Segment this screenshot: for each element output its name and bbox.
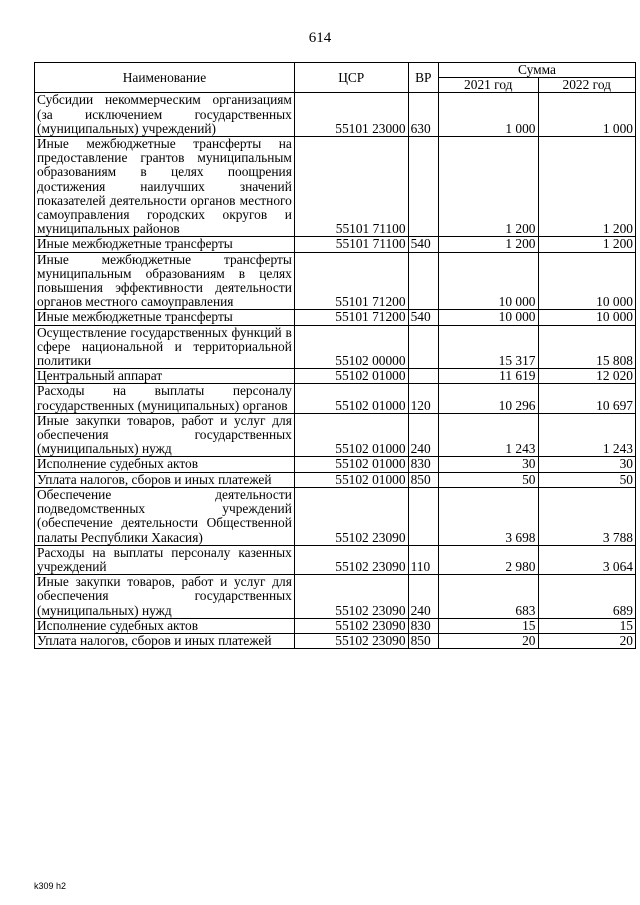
table-row xyxy=(35,575,636,619)
row-amount-2022: 20 xyxy=(538,633,636,648)
table-row xyxy=(35,545,636,574)
row-amount-2022: 689 xyxy=(538,575,636,619)
row-amount-2022: 12 020 xyxy=(538,369,636,384)
row-name: Иные межбюджетные трансферты муниципальным образованиям в целях повышения эффективности деятельности органов местного самоуправления xyxy=(35,252,295,310)
row-amount-2022: 1 200 xyxy=(538,137,636,237)
row-name: Расходы на выплаты персоналу государственных (муниципальных) органов xyxy=(35,384,295,413)
row-name: Расходы на выплаты персоналу казенных учреждений xyxy=(35,545,295,574)
row-csr: 55101 71200 xyxy=(294,310,408,325)
row-amount-2021: 15 317 xyxy=(439,325,538,369)
row-amount-2022: 15 808 xyxy=(538,325,636,369)
row-csr: 55101 23000 xyxy=(294,93,408,137)
table-row xyxy=(35,93,636,137)
row-name: Исполнение судебных актов xyxy=(35,457,295,472)
row-vr: 240 xyxy=(408,575,438,619)
row-csr: 55102 01000 xyxy=(294,384,408,413)
row-amount-2022: 15 xyxy=(538,618,636,633)
row-vr xyxy=(408,369,438,384)
row-csr: 55101 71200 xyxy=(294,252,408,310)
table-row xyxy=(35,633,636,648)
page-number: 614 xyxy=(308,30,332,46)
row-amount-2021: 1 200 xyxy=(439,237,538,252)
row-csr: 55102 23090 xyxy=(294,618,408,633)
header-vr: ВР xyxy=(408,63,438,93)
table-row xyxy=(35,618,636,633)
row-vr: 850 xyxy=(408,633,438,648)
header-year-2021: 2021 год xyxy=(439,78,538,93)
header-csr: ЦСР xyxy=(294,63,408,93)
row-amount-2022: 1 200 xyxy=(538,237,636,252)
row-amount-2021: 10 000 xyxy=(439,252,538,310)
budget-table xyxy=(34,62,636,649)
row-amount-2022: 50 xyxy=(538,472,636,487)
row-name: Исполнение судебных актов xyxy=(35,618,295,633)
row-amount-2021: 10 296 xyxy=(439,384,538,413)
row-vr: 540 xyxy=(408,310,438,325)
row-vr xyxy=(408,252,438,310)
row-amount-2021: 683 xyxy=(439,575,538,619)
table-row xyxy=(35,384,636,413)
row-vr: 240 xyxy=(408,413,438,457)
row-vr: 120 xyxy=(408,384,438,413)
row-amount-2022: 10 000 xyxy=(538,310,636,325)
row-amount-2021: 10 000 xyxy=(439,310,538,325)
row-vr: 850 xyxy=(408,472,438,487)
row-amount-2022: 10 697 xyxy=(538,384,636,413)
row-vr: 830 xyxy=(408,457,438,472)
row-csr: 55102 23090 xyxy=(294,633,408,648)
table-body xyxy=(35,93,636,649)
row-name: Осуществление государственных функций в сфере национальной и территориальной политики xyxy=(35,325,295,369)
row-amount-2022: 3 788 xyxy=(538,487,636,545)
row-name: Обеспечение деятельности подведомственных учреждений (обеспечение деятельности Общественной палаты Республики Хакасия) xyxy=(35,487,295,545)
table-row xyxy=(35,252,636,310)
row-amount-2021: 1 200 xyxy=(439,137,538,237)
header-name: Наименование xyxy=(35,63,295,93)
table-row xyxy=(35,472,636,487)
header-sum: Сумма xyxy=(439,63,636,78)
row-name: Иные закупки товаров, работ и услуг для обеспечения государственных (муниципальных) нужд xyxy=(35,413,295,457)
row-csr: 55102 23090 xyxy=(294,545,408,574)
footer-code: k309 h2 xyxy=(34,881,67,891)
table-row xyxy=(35,413,636,457)
row-amount-2021: 2 980 xyxy=(439,545,538,574)
table-row xyxy=(35,237,636,252)
table-row xyxy=(35,137,636,237)
row-csr: 55101 71100 xyxy=(294,137,408,237)
row-name: Иные межбюджетные трансферты xyxy=(35,310,295,325)
row-vr xyxy=(408,487,438,545)
row-amount-2022: 1 243 xyxy=(538,413,636,457)
table-row xyxy=(35,325,636,369)
table-row xyxy=(35,369,636,384)
row-amount-2021: 1 243 xyxy=(439,413,538,457)
header-year-2022: 2022 год xyxy=(538,78,636,93)
row-amount-2022: 10 000 xyxy=(538,252,636,310)
row-csr: 55102 01000 xyxy=(294,472,408,487)
row-name: Иные межбюджетные трансферты xyxy=(35,237,295,252)
row-amount-2021: 3 698 xyxy=(439,487,538,545)
row-name: Центральный аппарат xyxy=(35,369,295,384)
row-vr xyxy=(408,137,438,237)
row-amount-2021: 11 619 xyxy=(439,369,538,384)
row-csr: 55102 01000 xyxy=(294,413,408,457)
row-csr: 55102 01000 xyxy=(294,369,408,384)
row-vr: 830 xyxy=(408,618,438,633)
row-amount-2021: 50 xyxy=(439,472,538,487)
row-amount-2021: 15 xyxy=(439,618,538,633)
row-amount-2021: 20 xyxy=(439,633,538,648)
row-name: Субсидии некоммерческим организациям (за исключением государственных (муниципальных) учреждений) xyxy=(35,93,295,137)
row-csr: 55102 00000 xyxy=(294,325,408,369)
row-csr: 55102 01000 xyxy=(294,457,408,472)
row-amount-2022: 3 064 xyxy=(538,545,636,574)
table-header xyxy=(35,63,636,93)
row-csr: 55101 71100 xyxy=(294,237,408,252)
table-row xyxy=(35,457,636,472)
table-row xyxy=(35,310,636,325)
row-vr: 630 xyxy=(408,93,438,137)
row-vr: 540 xyxy=(408,237,438,252)
row-name: Уплата налогов, сборов и иных платежей xyxy=(35,472,295,487)
row-amount-2021: 30 xyxy=(439,457,538,472)
row-csr: 55102 23090 xyxy=(294,575,408,619)
row-csr: 55102 23090 xyxy=(294,487,408,545)
row-name: Иные закупки товаров, работ и услуг для обеспечения государственных (муниципальных) нужд xyxy=(35,575,295,619)
row-name: Иные межбюджетные трансферты на предоставление грантов муниципальным образованиям в целях поощрения достижения наилучших значений показателей деятельности органов местного самоуправления городских округов и муниципальных районов xyxy=(35,137,295,237)
row-vr: 110 xyxy=(408,545,438,574)
row-name: Уплата налогов, сборов и иных платежей xyxy=(35,633,295,648)
row-amount-2022: 1 000 xyxy=(538,93,636,137)
row-amount-2021: 1 000 xyxy=(439,93,538,137)
row-vr xyxy=(408,325,438,369)
table-row xyxy=(35,487,636,545)
row-amount-2022: 30 xyxy=(538,457,636,472)
